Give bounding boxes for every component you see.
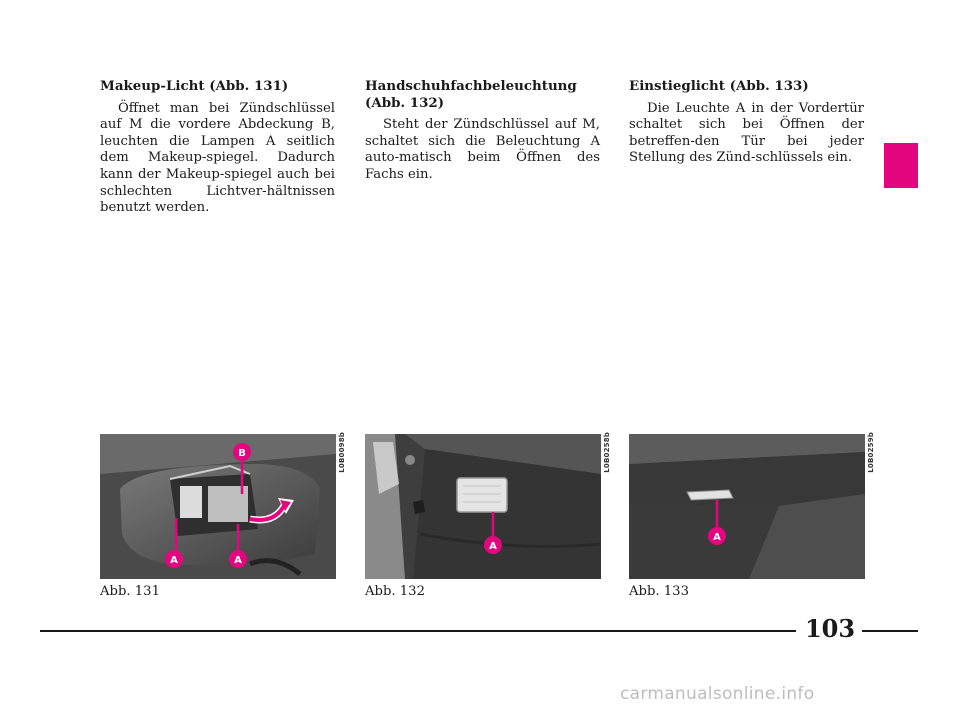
label-a: A	[713, 532, 721, 543]
label-a: A	[489, 541, 497, 552]
figure-caption: Abb. 132	[365, 584, 425, 599]
label-b: B	[238, 448, 246, 459]
section-glovebox-light	[365, 78, 600, 184]
page-number: 103	[804, 614, 856, 643]
figure-132-image	[365, 434, 601, 579]
figure-133-image	[629, 434, 865, 579]
section-body: Öffnet man bei Zündschlüssel auf M die vordere Abdeckung B, leuchten die Lampen A seitlich dem Makeup-spiegel. Dadurch kann der Makeup-spiegel auch bei schlechten Lichtver-hältnissen benutzt werden.	[100, 100, 335, 216]
figure-131-image	[100, 434, 336, 579]
section-title: Makeup-Licht (Abb. 131)	[100, 78, 289, 94]
label-a: A	[234, 555, 242, 566]
footer-rule	[40, 630, 796, 632]
figure-code: L0B0259b	[867, 432, 875, 473]
section-makeup-light	[100, 78, 335, 217]
figure-code: L0B0098b	[338, 432, 346, 473]
section-body: Die Leuchte A in der Vordertür schaltet sich bei Öffnen der betreffen-den Tür bei jeder Stellung des Zünd-schlüssels ein.	[629, 100, 864, 166]
figure-caption: Abb. 133	[629, 584, 689, 599]
figure-code: L0B0258b	[603, 432, 611, 473]
label-a: A	[170, 555, 178, 566]
section-title: Handschuhfachbeleuchtung (Abb. 132)	[365, 78, 577, 111]
footer-rule	[862, 630, 918, 632]
section-entry-light	[629, 78, 864, 167]
watermark: carmanualsonline.info	[620, 684, 815, 704]
section-title: Einstieglicht (Abb. 133)	[629, 78, 809, 94]
section-tab-marker	[884, 143, 918, 188]
section-body: Steht der Zündschlüssel auf M, schaltet sich die Beleuchtung A auto-matisch beim Öffnen des Fachs ein.	[365, 117, 600, 182]
figure-caption: Abb. 131	[100, 584, 160, 599]
